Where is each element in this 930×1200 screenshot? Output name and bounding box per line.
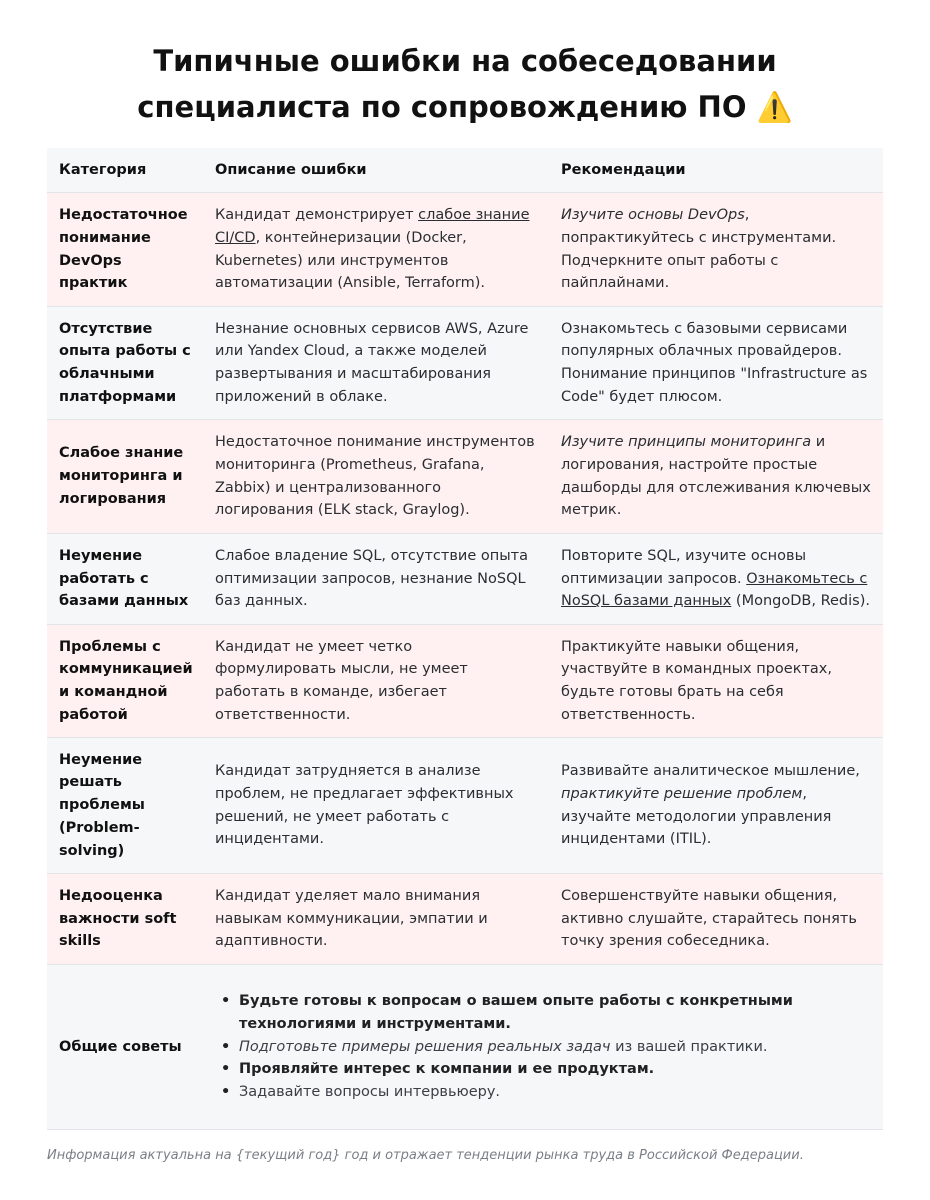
- header-category: Категория: [47, 148, 203, 193]
- text-segment: из вашей практики.: [610, 1038, 768, 1055]
- row-recommendation: [549, 420, 883, 534]
- row-description: Недостаточное понимание инструментов мониторинга (Prometheus, Grafana, Zabbix) и централизованного логирования (ELK stack, Graylog).: [203, 420, 549, 534]
- text-segment: и логирования, настройте простые дашборды для отслеживания ключевых метрик.: [561, 434, 871, 519]
- italic-text: практикуйте решение проблем: [561, 785, 803, 802]
- row-recommendation: [549, 738, 883, 874]
- row-category: Отсутствие опыта работы с облачными платформами: [47, 307, 203, 420]
- row-description: [203, 193, 549, 307]
- tip-item: • Задавайте вопросы интервьюеру.: [239, 1081, 871, 1104]
- row-category: Неумение решать проблемы (Problem-solving): [47, 738, 203, 874]
- table-row: [47, 625, 883, 738]
- table-row: [47, 874, 883, 965]
- row-category: Неумение работать с базами данных: [47, 534, 203, 625]
- row-category: Слабое знание мониторинга и логирования: [47, 420, 203, 534]
- row-description: Кандидат не умеет четко формулировать мысли, не умеет работать в команде, избегает ответственности.: [203, 625, 549, 738]
- general-tips-list: [215, 990, 871, 1104]
- italic-text: Изучите принципы мониторинга: [561, 434, 812, 451]
- underlined-text: Ознакомьтесь с NoSQL базами данных: [561, 570, 868, 610]
- text-segment: Кандидат демонстрирует: [215, 207, 419, 224]
- row-recommendation: Практикуйте навыки общения, участвуйте в командных проектах, будьте готовы брать на себя ответственность.: [549, 625, 883, 738]
- general-tips-cell: [203, 965, 883, 1130]
- row-description: Незнание основных сервисов AWS, Azure или Yandex Cloud, а также моделей развертывания и масштабирования приложений в облаке.: [203, 307, 549, 420]
- tip-item: • Будьте готовы к вопросам о вашем опыте работы с конкретными технологиями и инструментами.: [239, 990, 871, 1035]
- tip-item: [239, 1036, 871, 1059]
- table-row: [47, 534, 883, 625]
- general-tips-category: Общие советы: [47, 965, 203, 1130]
- text-segment: Повторите SQL, изучите основы оптимизации запросов.: [561, 547, 807, 587]
- row-recommendation: [549, 534, 883, 625]
- row-recommendation: Ознакомьтесь с базовыми сервисами популярных облачных провайдеров. Понимание принципов "Infrastructure as Code" будет плюсом.: [549, 307, 883, 420]
- header-description: Описание ошибки: [203, 148, 549, 193]
- general-tips-row: [47, 965, 883, 1130]
- mistakes-table: [47, 148, 883, 1130]
- italic-text: Изучите основы DevOps: [561, 207, 745, 224]
- page-title: [0, 38, 930, 130]
- row-category: Проблемы с коммуникацией и командной работой: [47, 625, 203, 738]
- text-segment: Развивайте аналитическое мышление,: [561, 763, 860, 780]
- text-segment: , изучайте методологии управления инцидентами (ITIL).: [561, 785, 832, 848]
- text-segment: , попрактикуйтесь с инструментами. Подчеркните опыт работы с пайплайнами.: [561, 207, 837, 292]
- page-title-line-2: специалиста по сопровождению ПО ⚠️: [137, 90, 793, 124]
- row-description: Кандидат затрудняется в анализе проблем, не предлагает эффективных решений, не умеет работать с инцидентами.: [203, 738, 549, 874]
- row-recommendation: [549, 193, 883, 307]
- text-segment: (MongoDB, Redis).: [731, 593, 870, 610]
- underlined-text: слабое знание CI/CD: [215, 207, 530, 246]
- table-row: [47, 420, 883, 534]
- text-segment: , контейнеризации (Docker, Kubernetes) или инструментов автоматизации (Ansible, Terraform).: [215, 229, 486, 292]
- header-recommendation: Рекомендации: [549, 148, 883, 193]
- page-title-line-1: Типичные ошибки на собеседовании: [153, 44, 777, 78]
- table-header-row: [47, 148, 883, 193]
- row-recommendation: Совершенствуйте навыки общения, активно слушайте, старайтесь понять точку зрения собеседника.: [549, 874, 883, 965]
- table-row: [47, 307, 883, 420]
- table-row: [47, 193, 883, 307]
- footnote: Информация актуальна на {текущий год} год и отражает тенденции рынка труда в Российской Федерации.: [47, 1148, 804, 1163]
- tip-item: • Проявляйте интерес к компании и ее продуктам.: [239, 1058, 871, 1081]
- row-description: Кандидат уделяет мало внимания навыкам коммуникации, эмпатии и адаптивности.: [203, 874, 549, 965]
- row-category: Недостаточное понимание DevOps практик: [47, 193, 203, 307]
- italic-text: Подготовьте примеры решения реальных задач: [239, 1038, 611, 1055]
- row-description: Слабое владение SQL, отсутствие опыта оптимизации запросов, незнание NoSQL баз данных.: [203, 534, 549, 625]
- row-category: Недооценка важности soft skills: [47, 874, 203, 965]
- table-row: [47, 738, 883, 874]
